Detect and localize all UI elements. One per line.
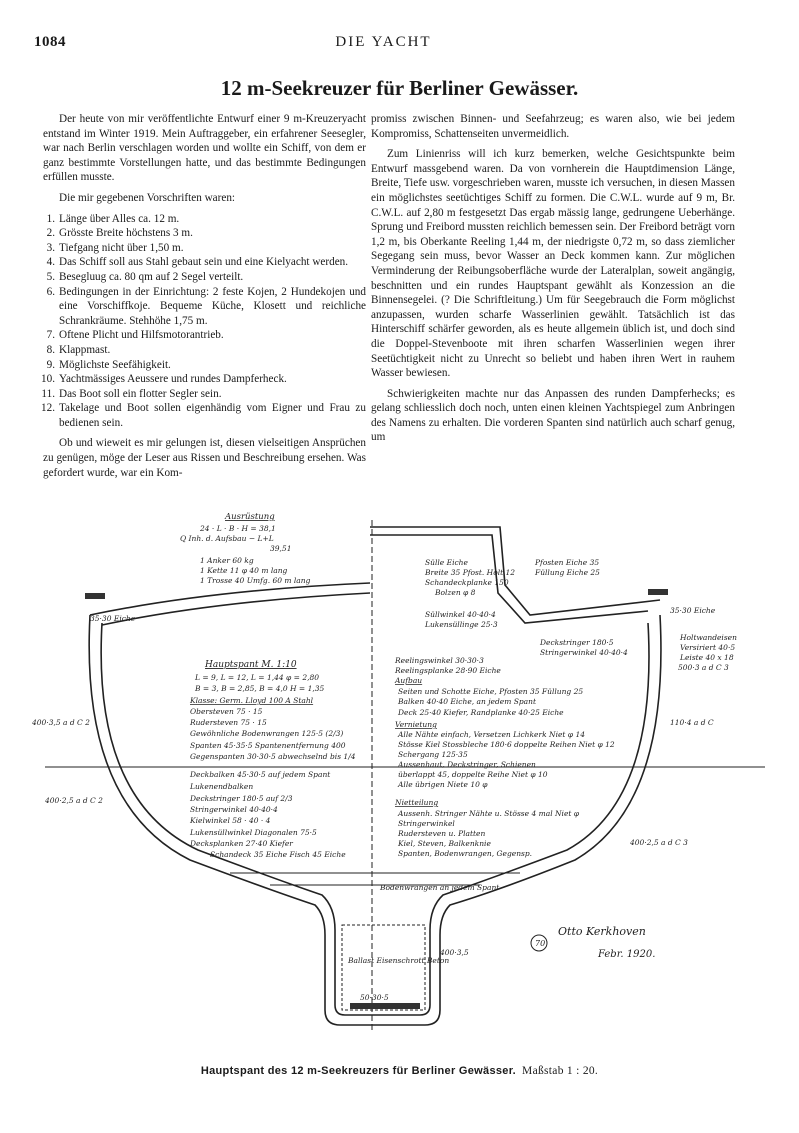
equipment-line: 1 Trosse 40 Umfg. 60 m lang — [200, 576, 311, 585]
detail-label: Holtwandeisen — [680, 633, 737, 642]
dimension-label: 400·3,5 a d C 2 — [32, 718, 90, 727]
spec-line: Reelingswinkel 30·30·3 — [395, 656, 484, 665]
spec-line: Alle Nähte einfach, Versetzen Lichkerk Niet φ 14 — [398, 730, 585, 739]
list-item: 9. Möglichste Seefähigkeit. — [46, 358, 171, 371]
dimension-label: 110·4 a d C — [670, 718, 714, 727]
detail-label: Stringerwinkel 40·40·4 — [540, 648, 628, 657]
spec-line: Klasse: Germ. Lloyd 100 A Stahl — [190, 696, 314, 705]
dimension-label: 400·2,5 a d C 2 — [45, 796, 103, 805]
spec-line: Gegenspanten 30·30·5 abwechselnd bis 1/4 — [190, 752, 356, 761]
list-item: 1. Länge über Alles ca. 12 m. — [46, 212, 180, 225]
drawing-date: Febr. 1920. — [598, 949, 656, 960]
detail-label: Bolzen φ 8 — [435, 588, 476, 597]
right-column — [371, 112, 735, 451]
dimension-label: 35·30 Eiche — [90, 614, 136, 623]
list-item: 7. Oftene Plicht und Hilfsmotorantrieb. — [46, 329, 224, 342]
signature: Otto Kerkhoven — [558, 925, 646, 938]
page-number: 1084 — [34, 34, 66, 50]
spec-line: Stringerwinkel 40·40·4 — [190, 805, 278, 814]
detail-label: Deckstringer 180·5 — [540, 638, 614, 647]
spec-line: Schergang 125·35 — [398, 750, 468, 759]
dimension-label: 400·3,5 — [440, 948, 469, 957]
equipment-line: 24 · L · B · H = 38,1 — [200, 524, 276, 533]
spec-line: Aufbau — [395, 676, 423, 685]
detail-label: Leiste 40 x 18 — [680, 653, 734, 662]
caption-text: Hauptspant des 12 m-Seekreuzers für Berliner Gewässer. — [200, 1065, 517, 1077]
requirements-list — [43, 212, 366, 431]
figure-caption — [0, 1065, 799, 1077]
list-item: 10. Yachtmässiges Aeussere und rundes Dampferheck. — [41, 373, 287, 386]
detail-label: Sülle Eiche — [425, 558, 468, 567]
detail-label: Schandeckplanke 150 — [425, 578, 509, 587]
spec-line: B = 3, B = 2,85, B = 4,0 H = 1,35 — [195, 684, 325, 693]
spec-line: Alle übrigen Niete 10 φ — [398, 780, 488, 789]
spec-line: Spanten, Bodenwrangen, Gegensp. — [398, 849, 533, 858]
equipment-line: 39,51 — [270, 544, 292, 553]
plate-number: 70 — [535, 939, 546, 948]
spec-line: Spanten 45·35·5 Spantenentfernung 400 — [190, 741, 346, 750]
spec-line: Reelingsplanke 28·90 Eiche — [395, 666, 501, 675]
spec-line: Deckstringer 180·5 auf 2/3 — [190, 794, 293, 803]
spec-line: Obersteven 75 · 15 — [190, 707, 263, 716]
list-item: 5. Besegluug ca. 80 qm auf 2 Segel verteilt. — [46, 270, 244, 283]
list-item: 4. Das Schiff soll aus Stahl gebaut sein und eine Kielyacht werden. — [46, 256, 349, 269]
spec-line: überlappt 45, doppelte Reihe Niet φ 10 — [398, 770, 548, 779]
detail-label: Bodenwrangen an jedem Spant — [380, 883, 500, 892]
list-item: 2. Grösste Breite höchstens 3 m. — [46, 227, 193, 240]
detail-label: Versiriert 40·5 — [680, 643, 736, 652]
detail-label: Pfosten Eiche 35 — [535, 558, 600, 567]
article-title: 12 m-Seekreuzer für Berliner Gewässer. — [220, 76, 579, 100]
paragraph: promiss zwischen Binnen- und Seefahrzeug; es waren also, wie bei jedem Kompromiss, Schattenseiten unvermeidlich. — [371, 113, 735, 140]
caption-scale: Maßstab 1 : 20. — [522, 1065, 599, 1077]
equipment-line: Q Inh. d. Aufsbau − L+L — [180, 534, 274, 543]
spec-line: Lukensüllwinkel Diagonalen 75·5 — [190, 828, 317, 837]
list-item: 3. Tiefgang nicht über 1,50 m. — [46, 241, 184, 254]
spec-line: Deckbalken 45·30·5 auf jedem Spant — [190, 770, 331, 779]
list-item: 6. Bedingungen in der Einrichtung: 2 feste Kojen, 2 Hundekojen und eine Vorschiffkoje. Bequeme Küche, Klosett und reichliche Schrankräume. Stehhöhe 1,75 m. — [46, 285, 366, 327]
hauptspant-title: Hauptspant M. 1:10 — [205, 660, 297, 670]
spec-line: Schandeck 35 Eiche Fisch 45 Eiche — [210, 850, 346, 859]
magazine-name: DIE YACHT — [335, 34, 432, 50]
spec-line: Kiel, Steven, Balkenknie — [398, 839, 491, 848]
spec-line: Seiten und Schotte Eiche, Pfosten 35 Füllung 25 — [398, 687, 584, 696]
spec-line: Nietteilung — [395, 798, 439, 807]
dimension-label: 500·3 a d C 3 — [678, 663, 729, 672]
dimension-label: 35·30 Eiche — [670, 606, 716, 615]
dimension-label: 50·30·5 — [360, 993, 389, 1002]
dimension-label: 400·2,5 a d C 3 — [630, 838, 688, 847]
spec-line: L = 9, L = 12, L = 1,44 φ = 2,80 — [195, 673, 320, 682]
detail-label: Süllwinkel 40·40·4 — [425, 610, 496, 619]
spec-line: Gewöhnliche Bodenwrangen 125·5 (2/3) — [190, 729, 344, 738]
spec-line: Rudersteven u. Platten — [398, 829, 486, 838]
paragraph: Zum Linienriss will ich kurz bemerken, welche Gesichtspunkte beim Entwurf massgebend waren. Da von vornherein die Hauptdimension Länge, Breite, Tiefe usw. vorgeschrieben waren, musste ich versuchen, in diesen Massen ein möglichstes seetüchtiges Schiff zu formen. Die C.W.L. wurde auf 9 m, Br. C.W.L. auf 2,80 m festgesetzt Das ergab mässig lange, gedrungene Ueberhänge. Sprung und Freibord mussten reichlich bemessen sein. Der Freibord beträgt vorn 1,2 m, bis Oberkante Reeling 1,44 m, der niedrigste 0,72 m, so dass ziemlicher Segegang sein muss, bevor Wasser an Deck kommen kann. Zur möglichen Verminderung der Reibungsoberfläche wurde der Lateralplan, soweit angängig, beschnitten und ein rundes Hauptspant gewählt als Konzession an die Binnensegelei. (? Die Schriftleitung.) Um für Seegebrauch die Form möglichst anzupassen, wurden scharfe Wasserlinien gewählt. Tatsächlich ist das Hinterschiff schärfer geworden, als es heute allgemein üblich ist, und doch sind die Doppel-Stevenboote mit ihren scharfen Wasserlinien wegen ihrer Seetüchtigkeit nicht zu Unrecht so beliebt und haben ihren Wert in rauhem Wasser bewiesen. — [371, 148, 735, 380]
left-column — [43, 112, 366, 486]
list-item: 11. Das Boot soll ein flotter Segler sein. — [41, 387, 222, 400]
spec-line: Stösse Kiel Stossbleche 180·6 doppelte Reihen Niet φ 12 — [398, 740, 615, 749]
detail-label: Lukensüllinge 25·3 — [425, 620, 498, 629]
midship-section-drawing — [30, 505, 775, 1045]
running-header — [34, 34, 733, 54]
detail-label: Ballast Eisenschrott Beton — [348, 956, 450, 965]
list-item: 8. Klappmast. — [46, 343, 111, 356]
spec-line: Stringerwinkel — [398, 819, 455, 828]
spec-line: Aussenhaut, Deckstringer, Schienen — [398, 760, 536, 769]
spec-line: Balken 40·40 Eiche, an jedem Spant — [398, 697, 536, 706]
paragraph: Der heute von mir veröffentlichte Entwurf einer 9 m-Kreuzeryacht entstand im Winter 1919. Mein Auftraggeber, ein erfahrener Seesegler, war nach Berlin verschlagen worden und wollte ein Schiff, von dem er ganz bestimmte Vorstellungen hatte, und das bestimmte Bedingungen erfüllen musste. — [43, 113, 366, 184]
equipment-line: 1 Kette 11 φ 40 m lang — [200, 566, 288, 575]
paragraph: Schwierigkeiten machte nur das Anpassen des runden Dampferhecks; es gelang schliesslich doch noch, unten einen kleinen Yachtspiegel zum Anbringen des Namens zu erhalten. Die vorderen Spanten sind natürlich auch scharf genug, um — [371, 387, 735, 444]
spec-line: Kielwinkel 58 · 40 · 4 — [190, 816, 271, 825]
spec-line: Deck 25·40 Kiefer, Randplanke 40·25 Eiche — [398, 708, 564, 717]
detail-label: Breite 35 Pfost. Holt 12 — [425, 568, 516, 577]
paragraph: Ob und wieweit es mir gelungen ist, diesen vielseitigen Ansprüchen zu genügen, möge der Leser aus Rissen und Beschreibung ersehen. Was gefordert wurde, war ein Kom- — [43, 437, 366, 479]
equipment-line: 1 Anker 60 kg — [200, 556, 254, 565]
detail-label: Füllung Eiche 25 — [535, 568, 600, 577]
spec-line: Aussenh. Stringer Nähte u. Stösse 4 mal Niet φ — [398, 809, 580, 818]
spec-line: Decksplanken 27·40 Kiefer — [190, 839, 293, 848]
paragraph: Die mir gegebenen Vorschriften waren: — [59, 191, 236, 204]
spec-line: Rudersteven 75 · 15 — [190, 718, 267, 727]
list-item: 12. Takelage und Boot sollen eigenhändig vom Eigner und Frau zu bedienen sein. — [41, 402, 366, 429]
spec-line: Vernietung — [395, 720, 437, 729]
ausruestung-title: Ausrüstung — [225, 512, 275, 522]
spec-line: Lukenendbalken — [190, 782, 254, 791]
